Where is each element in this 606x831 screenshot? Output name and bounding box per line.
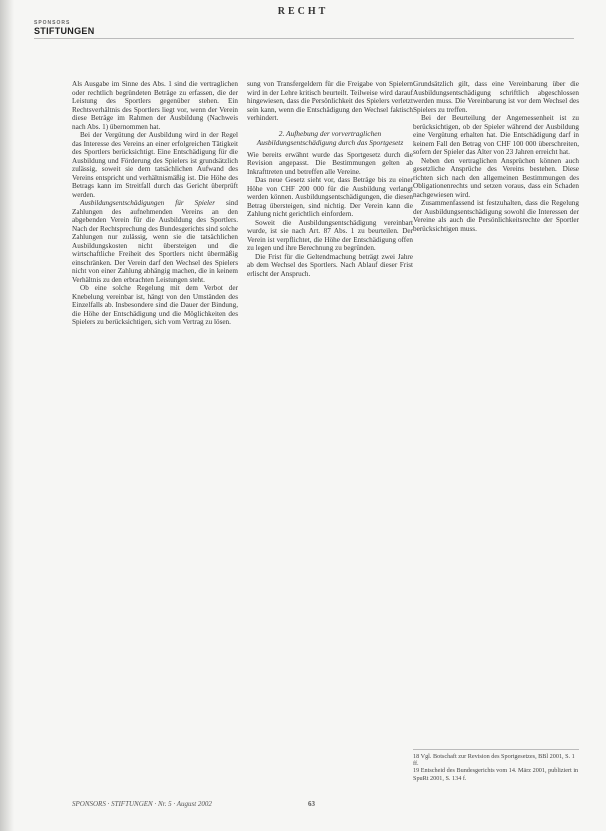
footnotes [413,749,579,782]
logo-text: STIFTUNGEN [34,26,95,36]
paragraph: Soweit die Ausbildungsentschädigung vereinbart wurde, ist sie nach Art. 87 Abs. 1 zu beurteilen. Der Verein ist verpflichtet, die Höhe der Entschädigung offen zu legen und ihre Berechnung zu begründen. [247,218,413,252]
paragraph: Die Frist für die Geltendmachung beträgt zwei Jahre ab dem Wechsel des Sportlers. Nach Ablauf dieser Frist erlischt der Anspruch. [247,252,413,278]
paragraph: Ausbildungsentschädigungen für Spieler sind Zahlungen des aufnehmenden Vereins an den abgebenden Verein für die Ausbildung des Sportlers. Nach der Rechtsprechung des Bundesgerichts sind solche Zahlungen nur zulässig, wenn sie die tatsächlichen Ausbildungskosten nicht übersteigen und die wirtschaftliche Freiheit des Sportlers nicht übermäßig einschränken. Der Verein darf den Wechsel des Spielers nicht von einer Zahlung abhängig machen, die in keinem Verhältnis zu den erbrachten Leistungen steht. [72,199,239,284]
magazine-logo [34,20,95,36]
paragraph: Bei der Vergütung der Ausbildung wird in der Regel das Interesse des Vereins an einer erfolgreichen Tätigkeit des Sportlers berücksichtigt. Eine Entschädigung für die Ausbildung und Förderung des Spielers ist grundsätzlich zulässig, soweit sie dem tatsächlichen Aufwand des Vereins entspricht und verhältnismäßig ist. Die Höhe des Betrags kann im Streitfall durch das Gericht überprüft werden. [72,131,238,199]
paragraph: Zusammenfassend ist festzuhalten, dass die Regelung der Ausbildungsentschädigung sowohl die Interessen der Vereine als auch die Persönlichkeitsrechte der Sportler berücksichtigen muss. [413,199,579,233]
text-column-3 [413,80,579,233]
paragraph: Wie bereits erwähnt wurde das Sportgesetz durch die Revision angepasst. Die Bestimmungen gelten ab Inkrafttreten und betreffen alle Vereine. [247,150,413,176]
paragraph: Als Ausgabe im Sinne des Abs. 1 sind die vertraglichen oder rechtlich begründeten Beträge zu erfassen, die der Leistung des Sportlers gegenüber stehen. Ein Rechtsverhältnis des Sportlers liegt vor, wenn der Verein diese Beträge im Rahmen der Ausbildung (Nachweis nach Abs. 1) übernommen hat. [72,80,238,131]
footnote: 18 Vgl. Botschaft zur Revision des Sportgesetzes, BBl 2001, S. 1 ff. [413,753,575,768]
text-column-1 [72,80,238,327]
paragraph: Bei der Beurteilung der Angemessenheit ist zu berücksichtigen, ob der Spieler während der Ausbildung eine Vergütung erhalten hat. Die Entschädigung darf in keinem Fall den Betrag von CHF 100 000 überschreiten, sofern der Spieler das Alter von 23 Jahren erreicht hat. [413,114,579,156]
paragraph: sung von Transfergeldern für die Freigabe von Spielern wird in der Lehre kritisch beurteilt. Teilweise wird darauf hingewiesen, dass die Persönlichkeit des Spielers verletzt sein kann, wenn die Entschädigung den Wechsel faktisch verhindert. [247,80,413,122]
text-column-2 [247,80,413,278]
paragraph: Neben den vertraglichen Ansprüchen können auch gesetzliche Ansprüche des Vereins bestehen. Diese richten sich nach den allgemeinen Bestimmungen des Obligationenrechts und setzen voraus, dass ein Schaden nachgewiesen wird. [413,156,579,199]
page-number: 63 [308,800,315,808]
page-footer [72,800,579,812]
section-header: RECHT [277,6,329,17]
section-subheading: 2. Aufhebung der vorvertraglichen Ausbildungsentschädigung durch das Sportgesetz [256,128,404,147]
paragraph: Grundsätzlich gilt, dass eine Vereinbarung über die Ausbildungsentschädigung schriftlich abgeschlossen werden muss. Die Vereinbarung ist vor dem Wechsel des Spielers zu treffen. [413,80,579,114]
header-rule [34,38,574,39]
logo-top: SPONSORS [34,20,71,26]
footer-publication: SPONSORS · STIFTUNGEN · Nr. 5 · August 2002 [72,800,212,808]
page-shadow [0,0,14,831]
paragraph: Das neue Gesetz sieht vor, dass Beträge bis zu einer Höhe von CHF 200 000 für die Ausbildung verlangt werden können. Ausbildungsentschädigungen, die diesen Betrag übersteigen, sind nichtig. Der Verein kann die Zahlung nicht gerichtlich einfordern. [247,176,413,218]
footnote: 19 Entscheid des Bundesgerichts vom 14. März 2001, publiziert in SpuRt 2001, S. 134 f. [413,767,579,782]
paragraph: Ob eine solche Regelung mit dem Verbot der Knebelung vereinbar ist, hängt von den Umständen des Einzelfalls ab. Insbesondere sind die Dauer der Bindung, die Höhe der Entschädigung und die Möglichkeiten des Spielers zu berücksichtigen, sich vom Vertrag zu lösen. [72,284,238,326]
